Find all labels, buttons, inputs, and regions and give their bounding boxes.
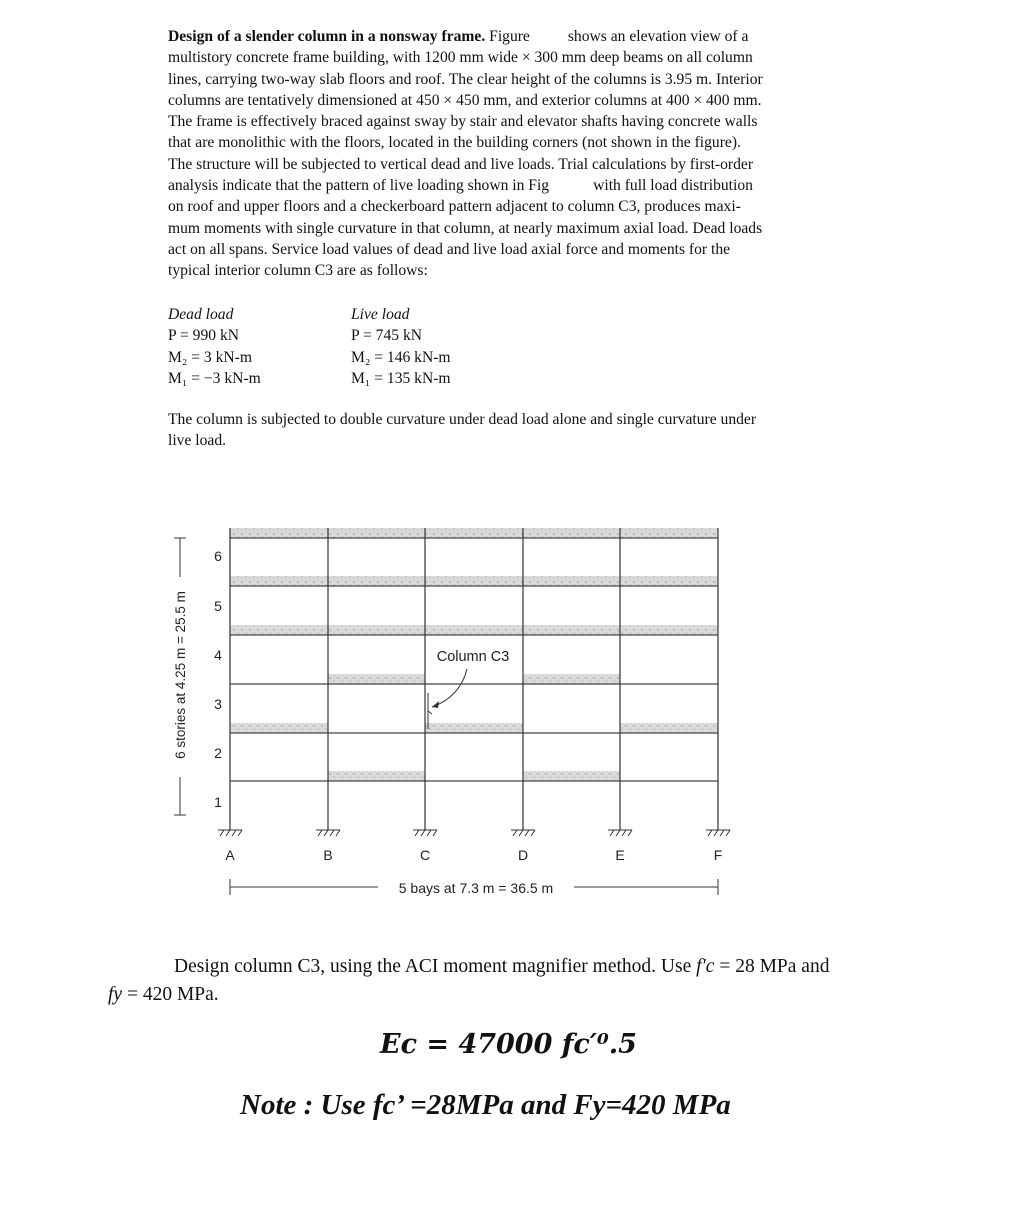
- story-label: 1: [214, 794, 222, 810]
- column-label: B: [323, 847, 333, 863]
- question-text: Design column C3, using the ACI moment magnifier method. Use f′c = 28 MPa and fy = 420 MPa.: [108, 956, 830, 1005]
- horizontal-dimension-label: 5 bays at 7.3 m = 36.5 m: [398, 880, 554, 896]
- elastic-modulus-equation: Ec = 47000 fc′⁰.5: [380, 1029, 637, 1060]
- paragraph-line: multistory concrete frame building, with 1200 mm wide × 300 mm deep beams on all column: [168, 49, 753, 67]
- fixed-supports: [218, 830, 730, 836]
- load-strip: [230, 576, 718, 586]
- story-label: 3: [214, 696, 222, 712]
- frame-elevation-figure: [160, 515, 760, 905]
- paragraph-line: lines, carrying two-way slab floors and roof. The clear height of the columns is 3.95 m. Interior: [168, 70, 763, 88]
- paragraph-line: typical interior column C3 are as follows:: [168, 262, 428, 280]
- paragraph-line: mum moments with single curvature in that column, at nearly maximum axial load. Dead loads: [168, 219, 763, 237]
- load-strip: [230, 625, 718, 635]
- paragraph-line: Design of a slender column in a nonsway frame. Figure shows an elevation view of a: [168, 28, 749, 45]
- vertical-dimension-label: 6 stories at 4.25 m = 25.5 m: [173, 591, 188, 759]
- load-strip: [328, 771, 425, 781]
- load-strip: [425, 723, 523, 733]
- live-load-p: P = 745 kN: [351, 327, 423, 345]
- story-label: 5: [214, 598, 222, 614]
- live-load-heading: Live load: [351, 306, 410, 323]
- column-c3-callout: Column C3: [436, 649, 510, 665]
- column-label: E: [615, 847, 625, 863]
- load-strip: [523, 674, 620, 684]
- load-strip: [620, 723, 718, 733]
- load-strip: [230, 723, 328, 733]
- column-label: F: [713, 847, 723, 863]
- load-strip: [523, 771, 620, 781]
- dead-load-m1: M₁ = −3 kN-m: [168, 369, 261, 387]
- dead-load-m2: M₂ = 3 kN-m: [168, 348, 252, 366]
- note-text: Note : Use fc’ =28MPa and Fy=420 MPa: [240, 1089, 731, 1121]
- problem-paragraph: [168, 26, 863, 282]
- paragraph-line: columns are tentatively dimensioned at 450 × 450 mm, and exterior columns at 400 × 400 mm.: [168, 91, 762, 109]
- live-load-m1: M₁ = 135 kN-m: [351, 369, 451, 387]
- column-label: A: [225, 847, 235, 863]
- live-load-m2: M₂ = 146 kN-m: [351, 348, 451, 366]
- paragraph-line: on roof and upper floors and a checkerboard pattern adjacent to column C3, produces maxi-: [168, 198, 741, 216]
- load-strip: [328, 674, 425, 684]
- dead-load-p: P = 990 kN: [168, 327, 240, 345]
- curvature-paragraph: The column is subjected to double curvature under dead load alone and single curvature under live load.: [168, 411, 757, 450]
- load-strip: [230, 528, 718, 538]
- dead-load-heading: Dead load: [168, 306, 234, 323]
- callout-leader: [432, 669, 467, 707]
- story-label: 4: [214, 647, 222, 663]
- paragraph-line: that are monolithic with the floors, located in the building corners (not shown in the figure).: [168, 134, 741, 152]
- fc-symbol: f′c: [696, 956, 715, 977]
- paragraph-line: act on all spans. Service load values of dead and live load axial force and moments for the: [168, 240, 731, 258]
- column-label: C: [419, 847, 431, 863]
- live-load-column: [351, 304, 551, 389]
- callout-arrowhead: [432, 701, 439, 708]
- story-label: 6: [214, 548, 222, 564]
- problem-title: Design of a slender column in a nonsway frame.: [168, 28, 486, 45]
- column-label: D: [517, 847, 529, 863]
- column-lines: [230, 528, 718, 830]
- paragraph-line: analysis indicate that the pattern of live loading shown in Fig with full load distribution: [168, 177, 753, 195]
- story-label: 2: [214, 745, 222, 761]
- paragraph-line: The frame is effectively braced against sway by stair and elevator shafts having concrete walls: [168, 113, 758, 131]
- dead-load-column: [168, 304, 368, 389]
- fy-symbol: fy: [108, 984, 123, 1005]
- paragraph-line: The structure will be subjected to vertical dead and live loads. Trial calculations by first-order: [168, 155, 754, 173]
